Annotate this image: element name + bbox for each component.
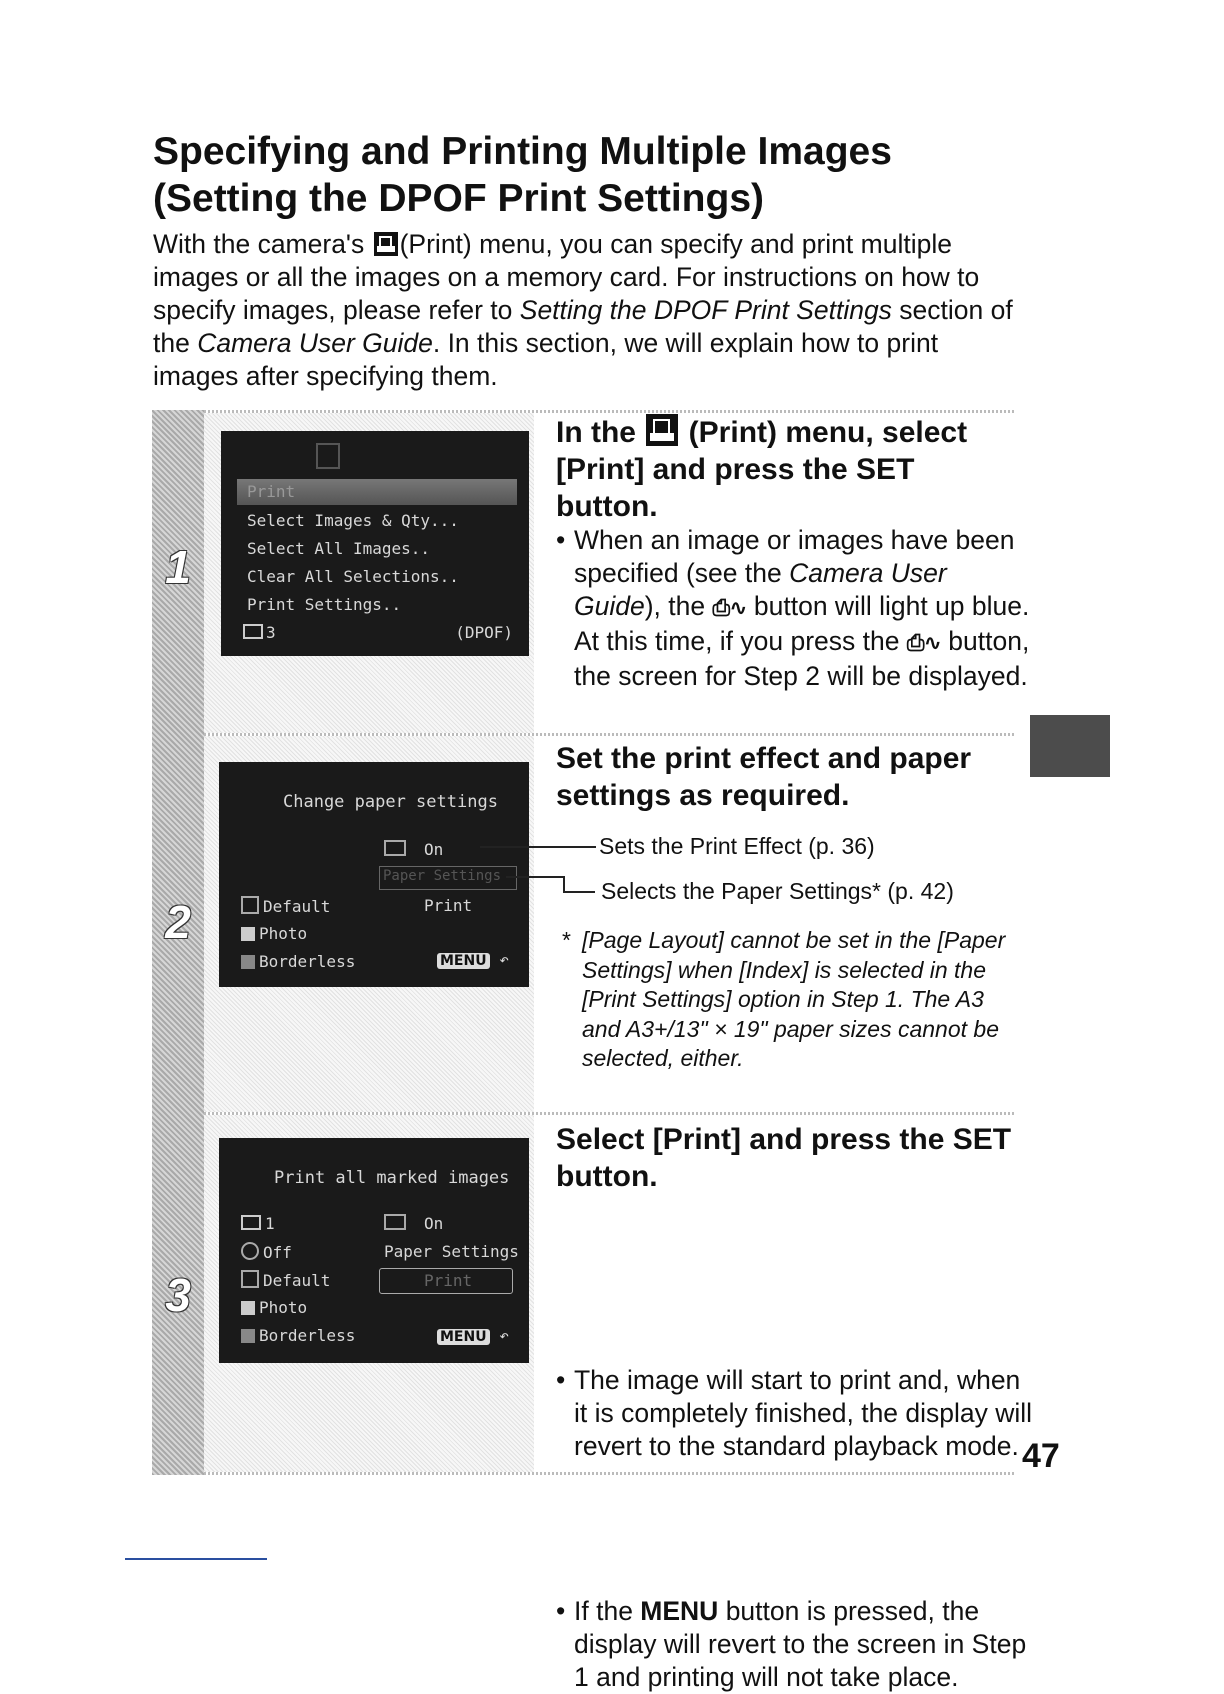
menu-item-clear-all[interactable]: Clear All Selections.. — [247, 567, 459, 586]
paper-photo-row — [241, 924, 307, 943]
step-3-bullet-2 — [556, 1595, 1034, 1694]
print-effect-setting[interactable] — [384, 1214, 443, 1233]
step-1-bullet-b: ), the — [644, 591, 713, 621]
copies-value: 1 — [265, 1214, 275, 1233]
callout-print-effect: Sets the Print Effect (p. 36) — [599, 833, 875, 859]
paper-photo-row — [241, 1298, 307, 1317]
step-3-bullet-2-b: button is pressed, the display will revert to the screen in Step 1 and printing will not take place. — [574, 1596, 1027, 1692]
callout-line-paper-a — [506, 876, 564, 878]
step-number-2: 2 — [165, 896, 191, 948]
dpof-label: (DPOF) — [455, 623, 513, 642]
intro-part-3: section of the — [153, 295, 1013, 358]
paper-borderless-row — [241, 1326, 355, 1345]
print-menu-icon — [646, 414, 678, 446]
copies-icon — [241, 1215, 261, 1230]
step-1-heading — [556, 414, 1016, 525]
print-tab-icon — [316, 443, 340, 469]
step-divider-2 — [204, 1112, 1014, 1115]
chapter-tab — [1030, 715, 1110, 777]
camera-screen-print-menu — [221, 431, 529, 656]
menu-back-indicator[interactable] — [437, 1326, 509, 1345]
date-row — [241, 1242, 292, 1262]
paper-borderless-row — [241, 952, 355, 971]
callout-line-paper-c — [563, 891, 595, 893]
paper-settings-label: Paper Settings — [383, 868, 502, 884]
print-effect-value: On — [424, 1214, 444, 1233]
print-count-value: 3 — [266, 623, 276, 642]
paper-settings-option[interactable]: Paper Settings — [384, 1242, 519, 1261]
paper-default-row — [241, 896, 330, 916]
screen-title: Change paper settings — [283, 792, 498, 812]
step-3-bullet-1: • The image will start to print and, when it is completely finished, the display will revert to the standard playback mode. — [556, 1364, 1034, 1463]
menu-item-select-images[interactable]: Select Images & Qty... — [247, 511, 459, 530]
step-1-bullet-d: button, the screen for Step 2 will be displayed. — [574, 626, 1030, 691]
callout-paper-settings: Selects the Paper Settings* (p. 42) — [601, 878, 954, 904]
step-number-1: 1 — [165, 541, 191, 593]
step-1-bullet-italic: Camera User Guide — [574, 558, 947, 621]
step-1-bullet-a: When an image or images have been specified (see the — [574, 525, 1015, 588]
paper-size-icon — [241, 1270, 259, 1288]
callout-line-effect — [480, 846, 596, 848]
print-button-box[interactable] — [379, 1268, 513, 1294]
footnote-asterisk: * — [562, 927, 571, 953]
camera-screen-paper-settings — [219, 762, 529, 987]
paper-size-icon — [241, 896, 259, 914]
paper-settings-box[interactable] — [379, 866, 517, 890]
step-3-heading: Select [Print] and press the SET button. — [556, 1123, 1012, 1193]
print-effect-setting[interactable] — [384, 840, 443, 859]
copies-row — [241, 1214, 275, 1233]
camera-screen-print-marked — [219, 1138, 529, 1363]
paper-type-icon — [241, 1301, 255, 1315]
paper-default-row — [241, 1270, 330, 1290]
print-count — [243, 623, 276, 642]
paper-photo-label: Photo — [259, 924, 308, 943]
menu-item-print[interactable]: Print — [247, 482, 296, 501]
step-2-footnote — [562, 926, 1012, 1074]
page-title — [153, 128, 1053, 222]
intro-italic-1: Setting the DPOF Print Settings — [519, 295, 892, 325]
layout-icon — [241, 1329, 255, 1343]
print-effect-value: On — [424, 840, 444, 859]
intro-part-2: (Print) menu, you can specify and print multiple images or all the images on a memory card. For instructions on how to specify images, please refer to — [153, 229, 980, 325]
footnote-text: [Page Layout] cannot be set in the [Paper Settings] when [Index] is selected in the [Print Settings] option in Step 1. The A3 and A3+/13" × 19" paper sizes cannot be selected, either. — [582, 927, 1006, 1071]
footer-rule — [125, 1558, 267, 1560]
screen-title: Print all marked images — [274, 1168, 510, 1188]
menu-button-word: MENU — [640, 1596, 719, 1626]
date-value: Off — [263, 1243, 292, 1262]
menu-button-label: MENU — [437, 1329, 490, 1345]
print-effect-icon — [384, 1214, 406, 1230]
print-count-icon — [243, 624, 263, 639]
paper-photo-label: Photo — [259, 1298, 308, 1317]
paper-type-icon — [241, 927, 255, 941]
back-arrow-icon: ↶ — [489, 950, 509, 969]
step-divider-top — [204, 410, 1014, 413]
paper-borderless-label: Borderless — [259, 952, 356, 971]
step-1-heading-a: In the — [556, 416, 645, 449]
print-share-button-icon: ⎙∿ — [906, 631, 941, 656]
callout-line-paper-b — [563, 876, 565, 892]
intro-italic-2: Camera User Guide — [197, 328, 433, 358]
menu-back-indicator[interactable] — [437, 950, 509, 969]
title-line-1: Specifying and Printing Multiple Images — [153, 130, 892, 173]
intro-paragraph — [153, 228, 1013, 393]
print-option[interactable]: Print — [424, 896, 473, 915]
step-2-heading: Set the print effect and paper settings as required. — [556, 742, 972, 812]
step-divider-1 — [204, 733, 1014, 736]
step-number-3: 3 — [165, 1269, 191, 1321]
menu-item-print-settings[interactable]: Print Settings.. — [247, 595, 402, 614]
step-divider-bottom — [204, 1472, 1014, 1475]
intro-part-4: . In this section, we will explain how to print images after specifying them. — [153, 328, 939, 391]
print-option: Print — [424, 1271, 473, 1290]
step-1-bullet-c: button will light up blue. At this time, if you press the — [574, 591, 1030, 656]
menu-item-select-all[interactable]: Select All Images.. — [247, 539, 431, 558]
paper-default-label: Default — [263, 897, 331, 916]
print-share-button-icon: ⎙∿ — [712, 596, 747, 621]
paper-borderless-label: Borderless — [259, 1326, 356, 1345]
date-icon — [241, 1242, 259, 1260]
step-3-bullet-2-a: If the — [574, 1596, 641, 1626]
intro-part-1: With the camera's — [153, 229, 372, 259]
title-line-2: (Setting the DPOF Print Settings) — [153, 177, 764, 220]
back-arrow-icon: ↶ — [489, 1326, 509, 1345]
page-number: 47 — [1022, 1437, 1060, 1475]
print-effect-icon — [384, 840, 406, 856]
layout-icon — [241, 955, 255, 969]
step-1-heading-b: (Print) menu, select [Print] and press the SET button. — [556, 416, 968, 523]
step-1-bullet — [556, 524, 1034, 693]
paper-default-label: Default — [263, 1271, 331, 1290]
print-menu-icon — [374, 232, 398, 256]
menu-button-label: MENU — [437, 953, 490, 969]
